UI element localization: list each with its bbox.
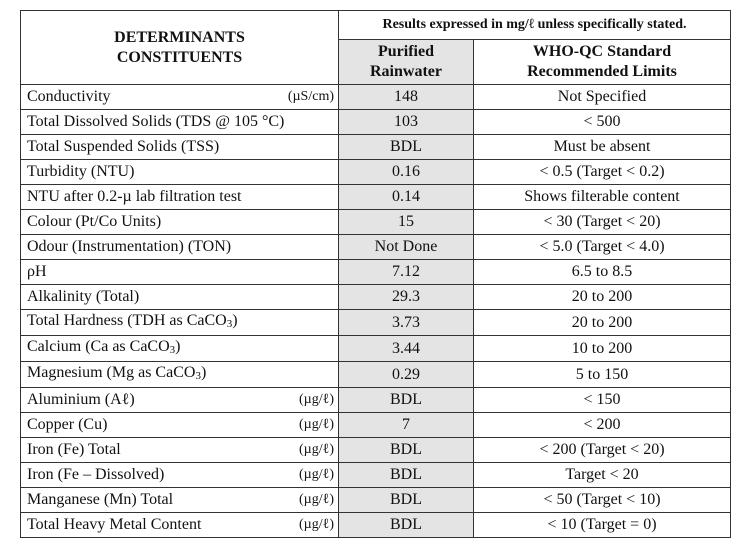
who-limit-value: Not Specified — [474, 85, 731, 110]
who-header-line1: WHO-QC Standard — [532, 43, 672, 60]
determinants-header-line2: CONSTITUENTS — [116, 48, 243, 66]
who-limit-value: < 50 (Target < 10) — [474, 488, 731, 513]
parameter-cell — [21, 362, 339, 388]
parameter-cell — [21, 185, 339, 210]
table-row — [21, 488, 731, 513]
purified-rainwater-value: 0.16 — [339, 160, 474, 185]
parameter-cell — [21, 413, 339, 438]
purified-rainwater-value: 148 — [339, 85, 474, 110]
table-row — [21, 135, 731, 160]
who-limit-value: 5 to 150 — [474, 362, 731, 388]
purified-rainwater-value: 103 — [339, 110, 474, 135]
parameter-unit: (µg/ℓ) — [299, 442, 334, 457]
parameter-cell — [21, 388, 339, 413]
table-row — [21, 260, 731, 285]
who-limit-value: < 0.5 (Target < 0.2) — [474, 160, 731, 185]
purified-rainwater-value: Not Done — [339, 235, 474, 260]
purified-rainwater-value: BDL — [339, 488, 474, 513]
results-note: Results expressed in mg/ℓ unless specifically stated. — [339, 11, 731, 40]
who-standard-header — [474, 40, 731, 85]
parameter-name: Conductivity — [27, 88, 111, 105]
who-limit-value: Must be absent — [474, 135, 731, 160]
parameter-name: Odour (Instrumentation) (TON) — [27, 238, 232, 255]
purified-header-line2: Rainwater — [370, 63, 442, 80]
parameter-name: Colour (Pt/Co Units) — [27, 213, 162, 230]
table-row — [21, 336, 731, 362]
who-limit-value: Shows filterable content — [474, 185, 731, 210]
who-limit-value: < 200 (Target < 20) — [474, 438, 731, 463]
parameter-name-suffix: ) — [232, 312, 238, 329]
purified-rainwater-value: BDL — [339, 438, 474, 463]
parameter-name: Total Hardness (TDH as CaCO — [27, 312, 227, 329]
parameter-name: ρH — [27, 263, 47, 280]
purified-rainwater-value: BDL — [339, 135, 474, 160]
parameter-cell — [21, 336, 339, 362]
parameter-name: Total Suspended Solids (TSS) — [27, 138, 220, 155]
parameter-subscript: 3 — [195, 370, 201, 382]
purified-rainwater-value: 0.14 — [339, 185, 474, 210]
parameter-name: Magnesium (Mg as CaCO — [27, 364, 196, 381]
table-body — [21, 85, 731, 538]
purified-rainwater-value: 3.44 — [339, 336, 474, 362]
parameter-cell — [21, 235, 339, 260]
parameter-name: Total Dissolved Solids (TDS @ 105 °C) — [27, 113, 285, 130]
table-row — [21, 362, 731, 388]
table-row — [21, 160, 731, 185]
table-row — [21, 388, 731, 413]
who-limit-value: < 150 — [474, 388, 731, 413]
table-row — [21, 185, 731, 210]
parameter-name: Copper (Cu) — [27, 416, 108, 433]
table-row — [21, 210, 731, 235]
parameter-cell — [21, 513, 339, 538]
who-limit-value: 6.5 to 8.5 — [474, 260, 731, 285]
parameter-unit: (µg/ℓ) — [299, 417, 334, 432]
purified-rainwater-value: 15 — [339, 210, 474, 235]
who-limit-value: < 5.0 (Target < 4.0) — [474, 235, 731, 260]
parameter-cell — [21, 463, 339, 488]
parameter-name-suffix: ) — [200, 364, 207, 381]
purified-rainwater-value: BDL — [339, 513, 474, 538]
parameter-cell — [21, 488, 339, 513]
parameter-cell — [21, 310, 339, 336]
table-row — [21, 85, 731, 110]
parameter-unit: (µg/ℓ) — [299, 392, 334, 407]
purified-rainwater-value: BDL — [339, 463, 474, 488]
table-row — [21, 438, 731, 463]
who-limit-value: 20 to 200 — [474, 310, 731, 336]
purified-rainwater-value: 29.3 — [339, 285, 474, 310]
table-row — [21, 513, 731, 538]
who-limit-value: 20 to 200 — [474, 285, 731, 310]
purified-rainwater-value: 7.12 — [339, 260, 474, 285]
who-limit-value: < 200 — [474, 413, 731, 438]
purified-header-line1: Purified — [378, 43, 434, 60]
parameter-cell — [21, 210, 339, 235]
parameter-subscript: 3 — [169, 344, 176, 356]
who-limit-value: < 500 — [474, 110, 731, 135]
parameter-unit: (µg/ℓ) — [299, 492, 334, 507]
parameter-unit: (µg/ℓ) — [299, 467, 334, 482]
purified-rainwater-value: 3.73 — [339, 310, 474, 336]
parameter-cell — [21, 85, 339, 110]
parameter-name: Alkalinity (Total) — [27, 288, 140, 305]
purified-rainwater-header — [339, 40, 474, 85]
purified-rainwater-value: 7 — [339, 413, 474, 438]
parameter-name: Total Heavy Metal Content — [27, 516, 202, 533]
parameter-name: NTU after 0.2-µ lab filtration test — [27, 188, 242, 205]
who-limit-value: Target < 20 — [474, 463, 731, 488]
parameter-cell — [21, 260, 339, 285]
water-quality-table-container — [20, 10, 730, 538]
who-limit-value: 10 to 200 — [474, 336, 731, 362]
determinants-header-line1: DETERMINANTS — [114, 28, 245, 46]
who-limit-value: < 10 (Target = 0) — [474, 513, 731, 538]
parameter-subscript: 3 — [226, 318, 233, 330]
table-header — [21, 11, 731, 85]
determinants-header — [21, 11, 339, 85]
table-row — [21, 110, 731, 135]
parameter-name: Iron (Fe) Total — [27, 441, 121, 458]
parameter-cell — [21, 285, 339, 310]
who-header-line2: Recommended Limits — [527, 63, 677, 80]
table-row — [21, 463, 731, 488]
purified-rainwater-value: 0.29 — [339, 362, 474, 388]
parameter-cell — [21, 160, 339, 185]
parameter-unit: (µS/cm) — [287, 89, 334, 104]
parameter-cell — [21, 110, 339, 135]
purified-rainwater-value: BDL — [339, 388, 474, 413]
table-row — [21, 285, 731, 310]
parameter-name: Aluminium (Aℓ) — [27, 391, 135, 408]
parameter-name: Turbidity (NTU) — [27, 163, 135, 180]
parameter-name: Calcium (Ca as CaCO — [27, 338, 170, 355]
table-row — [21, 413, 731, 438]
water-quality-table — [20, 10, 731, 538]
table-row — [21, 235, 731, 260]
parameter-name: Manganese (Mn) Total — [27, 491, 174, 508]
who-limit-value: < 30 (Target < 20) — [474, 210, 731, 235]
parameter-name: Iron (Fe – Dissolved) — [27, 466, 165, 483]
parameter-name-suffix: ) — [175, 338, 181, 355]
parameter-cell — [21, 135, 339, 160]
parameter-cell — [21, 438, 339, 463]
parameter-unit: (µg/ℓ) — [299, 517, 334, 532]
table-row — [21, 310, 731, 336]
